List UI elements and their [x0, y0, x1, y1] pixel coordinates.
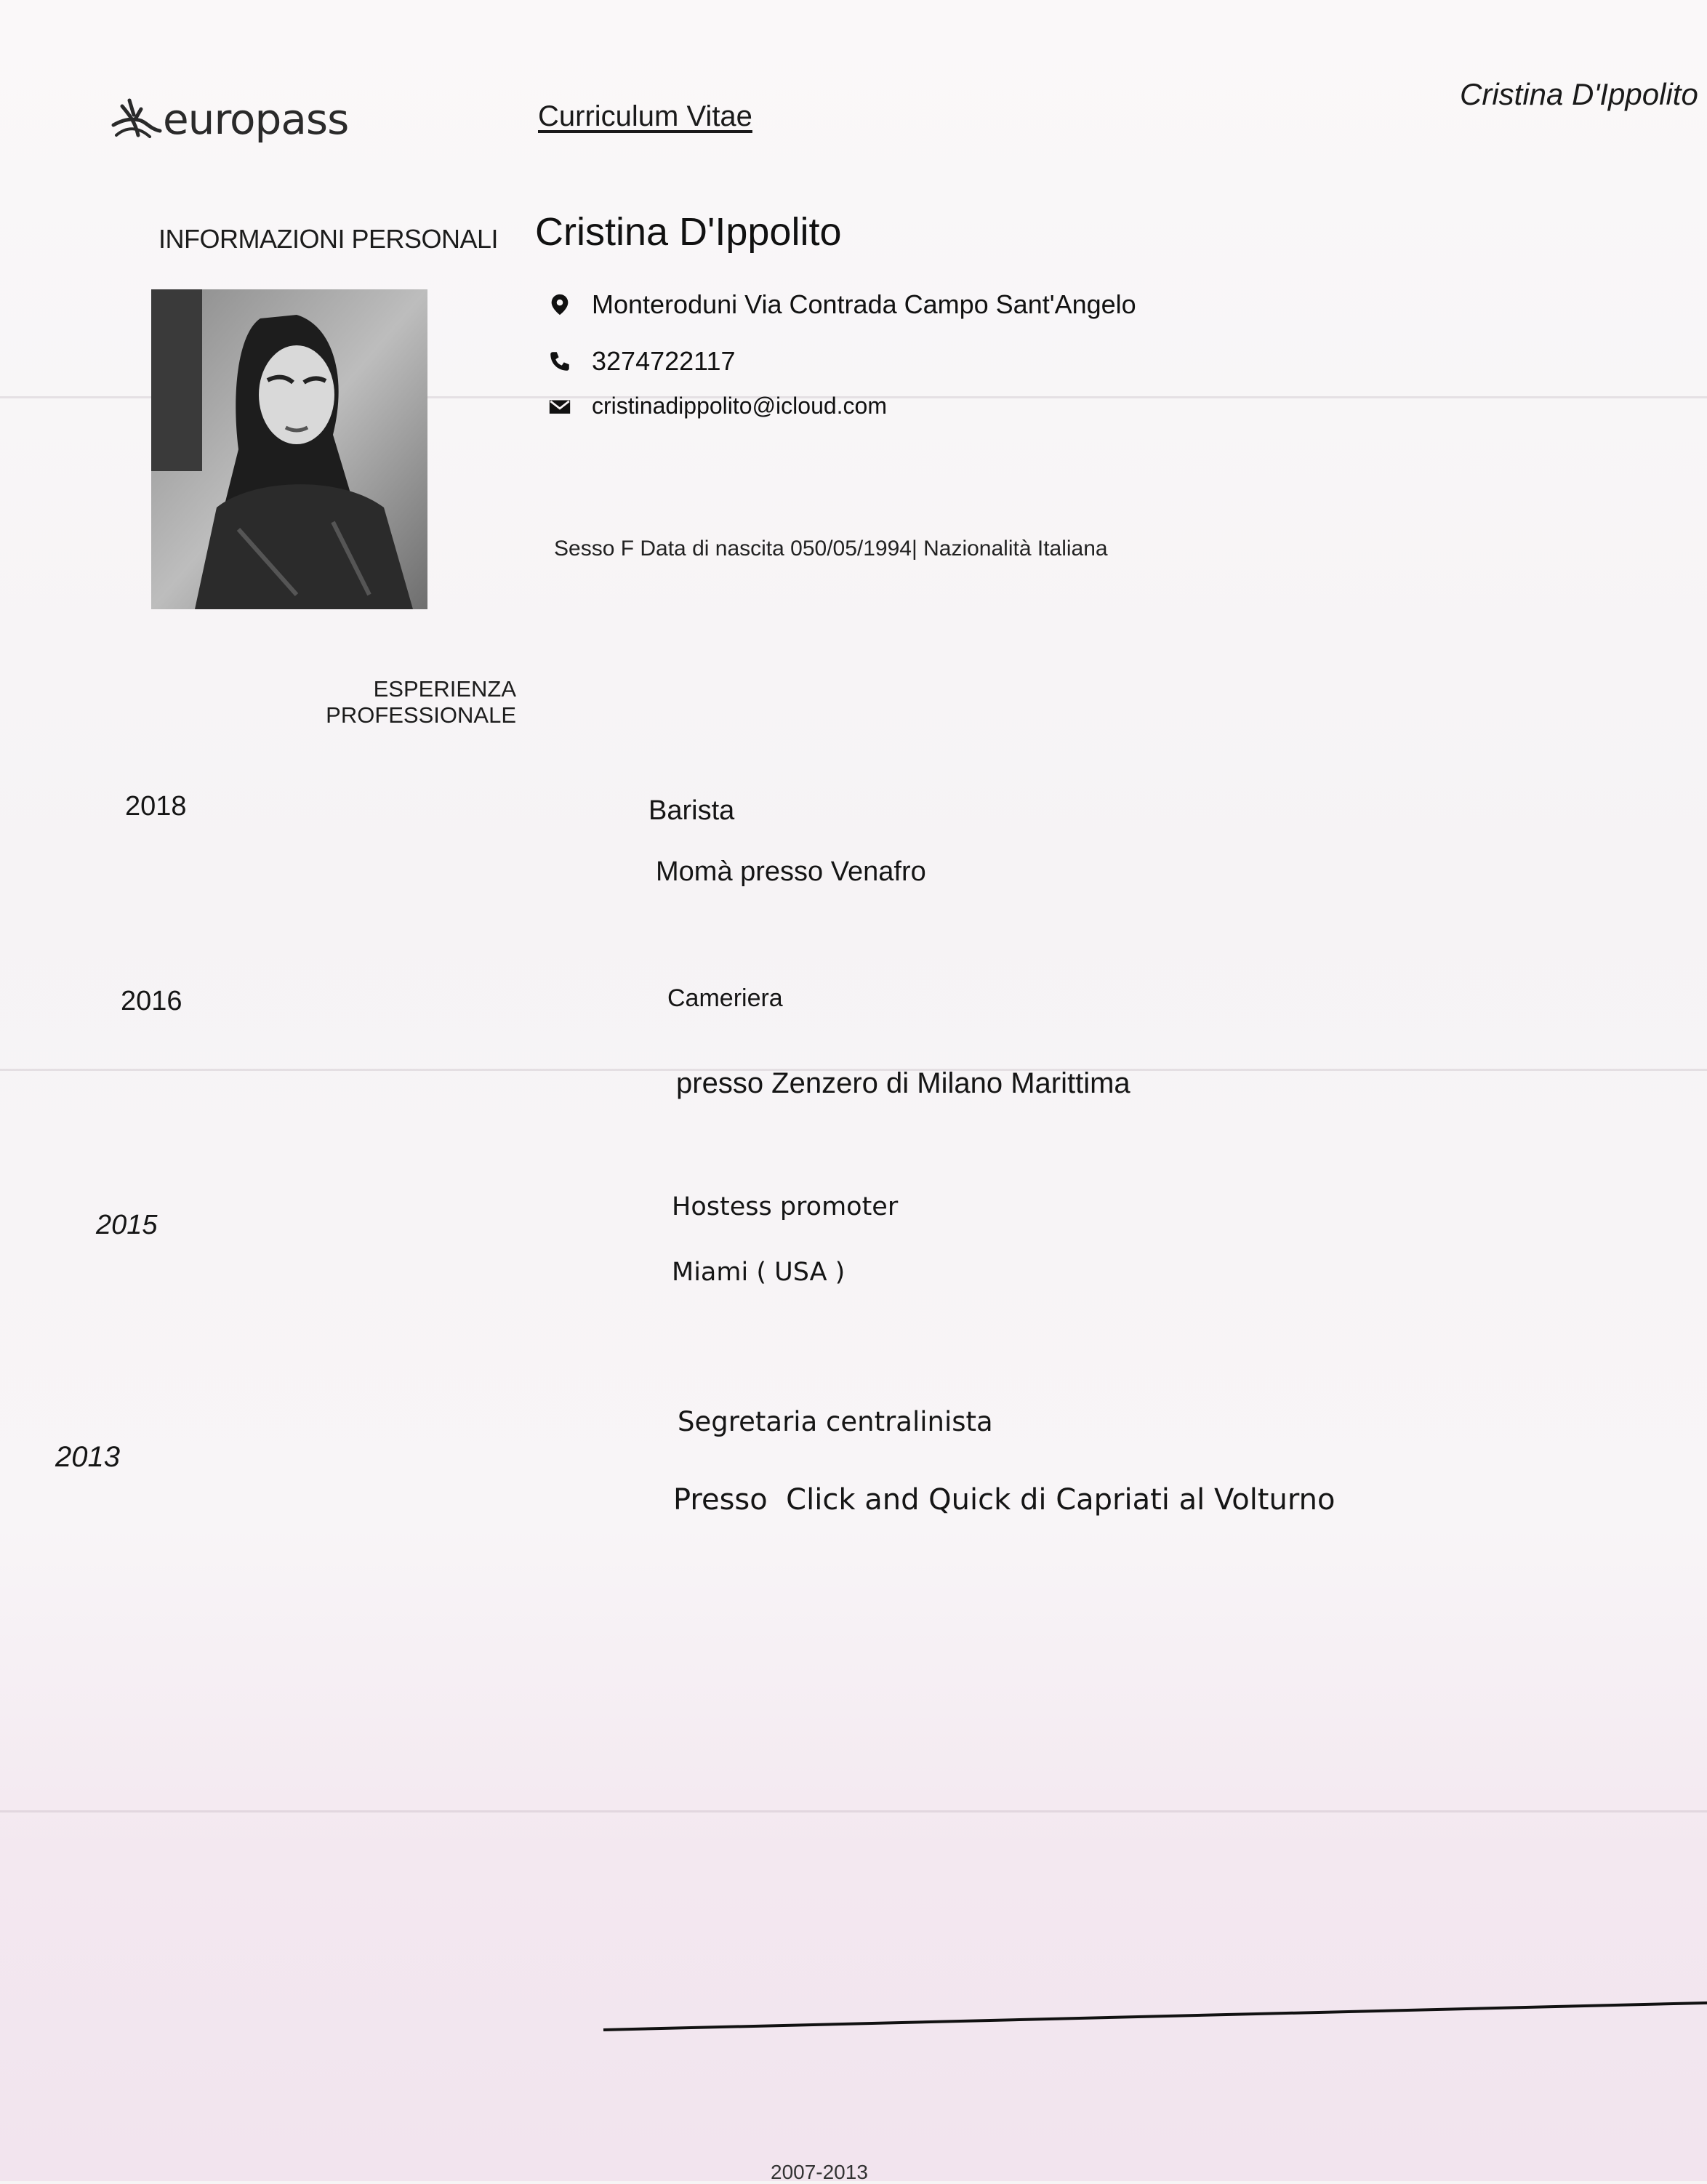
experience-place: presso Zenzero di Milano Marittima: [676, 1067, 1130, 1099]
experience-year: 2016: [121, 986, 182, 1016]
email-text: cristinadippolito@icloud.com: [592, 393, 887, 419]
section-label-experience: [276, 676, 516, 728]
envelope-icon: [547, 393, 573, 419]
document-title: Curriculum Vitae: [538, 100, 752, 132]
logo-text: europass: [163, 95, 349, 144]
header-name: Cristina D'Ippolito: [1460, 77, 1698, 111]
experience-place: Miami ( USA ): [672, 1258, 846, 1287]
experience-place: Presso Click and Quick di Capriati al Volturno: [673, 1483, 1336, 1517]
location-pin-icon: [547, 292, 573, 318]
profile-photo: [151, 289, 427, 609]
experience-year: 2015: [96, 1210, 158, 1240]
address-text: Monteroduni Via Contrada Campo Sant'Angelo: [592, 289, 1136, 319]
paper-fold: [0, 1810, 1707, 1812]
experience-title: Cameriera: [667, 984, 783, 1012]
phone-icon: [547, 348, 573, 374]
experience-place: Momà presso Venafro: [656, 856, 926, 887]
europass-logo: [109, 93, 348, 145]
cut-off-text: 2007-2013: [771, 2161, 868, 2183]
section-label-line: ESPERIENZA: [373, 676, 516, 702]
address-row: [547, 289, 1136, 320]
experience-title: Barista: [648, 795, 735, 826]
full-name: Cristina D'Ippolito: [535, 210, 842, 254]
phone-row: [547, 346, 736, 377]
experience-title: Segretaria centralinista: [678, 1406, 993, 1437]
email-row: [547, 393, 887, 419]
europass-star-icon: [109, 93, 167, 145]
phone-text: 3274722117: [592, 346, 736, 376]
experience-year: 2013: [55, 1441, 120, 1473]
experience-title: Hostess promoter: [672, 1192, 899, 1221]
experience-year: 2018: [125, 791, 187, 822]
personal-details: Sesso F Data di nascita 050/05/1994| Nazionalità Italiana: [554, 537, 1108, 561]
section-label-personal: INFORMAZIONI PERSONALI: [158, 224, 499, 254]
section-label-line: PROFESSIONALE: [326, 702, 516, 728]
